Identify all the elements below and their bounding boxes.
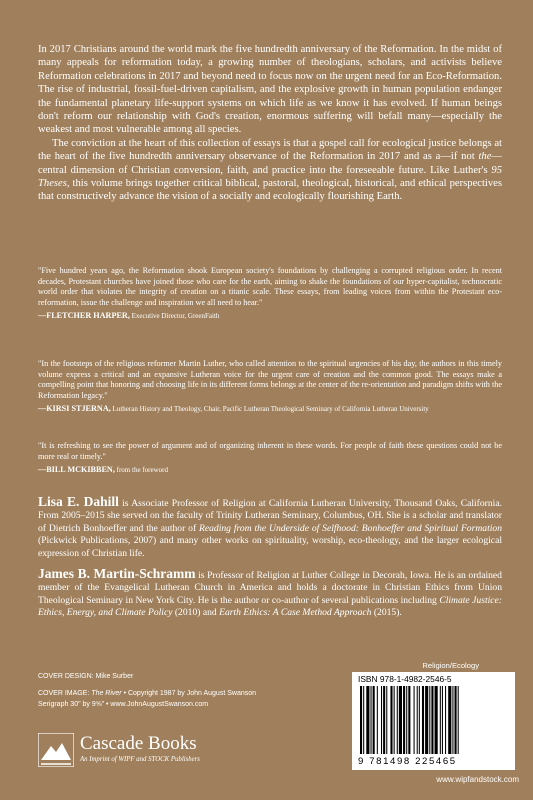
barcode-bar	[406, 686, 407, 754]
book-title: Earth Ethics: A Case Method Approach	[219, 607, 372, 619]
barcode-bar	[419, 686, 420, 754]
bio-text: (2015).	[371, 607, 402, 619]
intro-p2-part: The conviction at the heart of this collection of essays is that a gospel call for ecological justice belongs at the heart of the five hundredth anniversary observance of the Reformation in 2017 and as a—if not	[38, 137, 502, 163]
intro-p2-emphasis: the	[478, 151, 492, 163]
barcode-bar	[435, 686, 438, 754]
barcode-bar	[440, 686, 441, 754]
cover-image-credit	[38, 689, 338, 699]
subject-category: Religion/Ecology	[422, 661, 479, 670]
bio-text: (Pickwick Publications, 2007) and many other works on spirituality, worship, eco-theology, and the larger ecological expression of Christian life.	[38, 535, 502, 559]
publisher-name: Cascade Books	[80, 733, 197, 754]
isbn-label: ISBN 978-1-4982-2546-5	[358, 674, 452, 684]
barcode-bar	[399, 686, 402, 754]
intro-paragraph-2	[38, 137, 502, 204]
intro-text	[38, 43, 502, 204]
bio-martin-schramm	[38, 568, 502, 620]
endorser-role: Lutheran History and Theology, Chair, Pacific Lutheran Theological Seminary of California Lutheran University	[110, 405, 429, 414]
barcode-bar	[386, 686, 387, 754]
barcode-bar	[366, 686, 369, 754]
author-name: Lisa E. Dahill	[38, 494, 119, 509]
barcode-bar	[408, 686, 410, 754]
endorsement-mckibben	[38, 441, 502, 475]
endorsement-attribution	[38, 465, 502, 475]
endorsement-harper	[38, 266, 502, 321]
publisher-imprint: An Imprint of WIPF and STOCK Publishers	[80, 756, 200, 763]
barcode-bar	[425, 686, 428, 754]
bio-dahill	[38, 496, 502, 560]
endorser-role: from the foreword	[114, 466, 168, 475]
artwork-title: The River	[91, 690, 122, 698]
credit-part: • Copyright 1987 by John August Swanson	[121, 690, 257, 698]
mountain-icon	[38, 733, 74, 767]
book-title: Climate Justice: Ethics, Energy, and Climate Policy	[38, 594, 502, 619]
barcode-bar	[363, 686, 364, 754]
bio-text: (2010) and	[172, 607, 220, 619]
isbn-digits: 9 781498 225465	[358, 756, 457, 767]
barcode-bar	[383, 686, 385, 754]
barcode-bar	[414, 686, 415, 754]
barcode-bar	[397, 686, 398, 754]
bio-text: is Professor of Religion at Luther College in Decorah, Iowa. He is an ordained member of the Evangelical Lutheran Church in America and holds a doctorate in Christian Ethics from Union Theological Seminary in New York City. He is the author or co-author of several publications including	[38, 570, 502, 606]
intro-paragraph-1: In 2017 Christians around the world mark the five hundredth anniversary of the Reformation. In the midst of many appeals for reformation today, a growing number of theologians, scholars, and activists believe Reformation celebrations in 2017 and beyond need to focus now on the urgent need for an Eco-Reformation. The rise of industrial, fossil-fuel-driven capitalism, and the explosive growth in human population endanger the fundamental planetary life-support systems on which life as we know it has evolved. If human beings don't reform our relationship with God's creation, enormous suffering will befall many—especially the weakest and most vulnerable among all species.	[38, 44, 502, 136]
barcode-bar	[431, 686, 433, 754]
endorser-name: —KIRSI STJERNA,	[38, 404, 111, 414]
barcode-icon	[358, 686, 510, 754]
book-title: Reading from the Underside of Selfhood: Bonhoeffer and Spiritual Formation	[199, 522, 502, 534]
intro-p2-part: —central dimension of Christian conversion, faith, and practice into the foreseeable future. Like Luther's	[38, 151, 502, 176]
endorsement-stjerna	[38, 359, 502, 414]
barcode-bar	[373, 686, 375, 754]
endorsement-text: "In the footsteps of the religious reformer Martin Luther, who called attention to the spiritual urgencies of his day, the authors in this timely volume express a critical and an expansive Lutheran voice for the urgent care of creation and the common good. The essays make a compelling point that honoring and choosing life in its different forms belongs at the center of the re-orientation and paradigm shifts with the Reformation legacy."	[38, 359, 502, 400]
barcode-bar	[377, 686, 378, 754]
barcode-bar	[448, 686, 451, 754]
barcode-bar	[417, 686, 418, 754]
barcode-bar	[360, 686, 362, 754]
endorsement-attribution	[38, 311, 502, 321]
endorsement-text: "Five hundred years ago, the Reformation shook European society's foundations by challenging a corrupted religious order. In recent decades, Protestant churches have joined those who care for the earth, aiming to shake the foundations of our hyper-capitalist, technocratic world order that violates the integrity of creation on a titanic scale. These essays, from leading voices from within the Protestant eco-reformation, issue the challenge and inspiration we all need to hear."	[38, 266, 502, 307]
barcode-bar	[381, 686, 382, 754]
endorser-name: —FLETCHER HARPER,	[38, 311, 130, 321]
bio-text: is Associate Professor of Religion at California Lutheran University, Thousand Oaks, California. From 2005–2015 she served on the faculty of Trinity Lutheran Seminary, Columbus, OH. She is a scholar and translator of Dietrich Bonhoeffer and the author of	[38, 498, 502, 534]
barcode-bar	[371, 686, 372, 754]
barcode-bar	[422, 686, 424, 754]
barcode-bar	[445, 686, 446, 754]
barcode-bar	[394, 686, 395, 754]
author-name: James B. Martin-Schramm	[38, 566, 196, 581]
serigraph-credit: Serigraph 30" by 9⅝" • www.JohnAugustSwanson.com	[38, 700, 209, 708]
barcode-bar	[458, 686, 459, 754]
publisher-logo	[38, 731, 238, 769]
endorsement-attribution	[38, 404, 502, 414]
cover-design-credit: COVER DESIGN: Mike Surber	[38, 673, 134, 680]
credit-part: COVER IMAGE:	[38, 690, 92, 698]
barcode-bar	[442, 686, 443, 754]
endorser-role: Executive Director, GreenFaith	[129, 312, 220, 321]
intro-p2-part: , this volume brings together critical biblical, pastoral, theological, historical, and ethical perspectives that constructively advance the vision of a socially and ecologically flourishing Earth.	[38, 178, 502, 203]
endorsement-text: "It is refreshing to see the power of argument and of organizing inherent in these words. For people of faith these questions could not be more real or timely."	[38, 441, 502, 461]
barcode-panel	[352, 672, 515, 770]
endorser-name: —BILL MCKIBBEN,	[38, 465, 115, 475]
barcode-bar	[452, 686, 453, 754]
intro-p2-title: 95 Theses	[38, 164, 502, 190]
cover-credits	[38, 672, 338, 710]
barcode-bar	[390, 686, 392, 754]
barcode-bar	[455, 686, 457, 754]
barcode-bar	[429, 686, 430, 754]
barcode-bar	[403, 686, 405, 754]
publisher-website: www.wipfandstock.com	[436, 775, 519, 784]
